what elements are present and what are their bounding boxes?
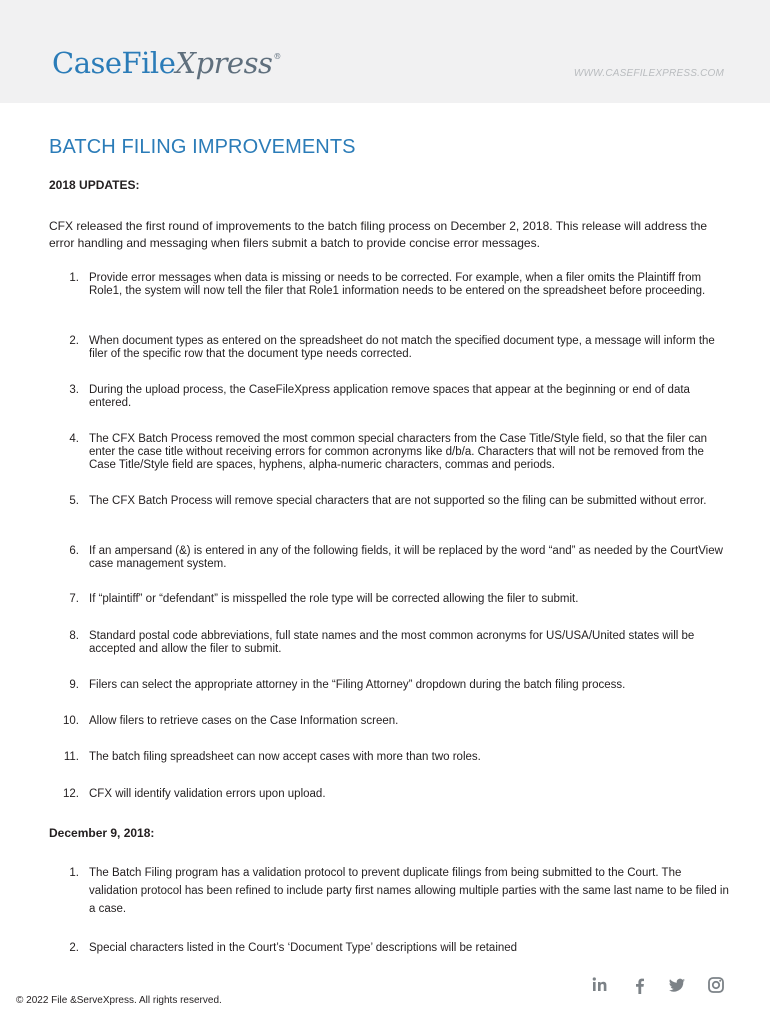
list-item [49, 495, 729, 508]
list-item-number: 9. [69, 679, 79, 691]
logo-registered-mark: ® [273, 52, 281, 61]
footer-copyright: © 2022 File &ServeXpress. All rights reserved. [16, 995, 222, 1006]
list-item-text: Special characters listed in the Court’s ‘Document Type’ descriptions will be retained [89, 942, 518, 954]
linkedin-icon[interactable] [590, 975, 610, 995]
list-item [49, 715, 729, 728]
list-item-text: CFX will identify validation errors upon upload. [89, 788, 326, 800]
list-item-text: Provide error messages when data is missing or needs to be corrected. For example, when a filer omits the Plaintiff from Role1, the system will now tell the filer that Role1 information needs to be entered on the spreadsheet before proceeding. [89, 272, 706, 297]
instagram-icon[interactable] [706, 975, 726, 995]
list-item [49, 384, 729, 410]
list-item-number: 7. [69, 593, 79, 605]
list-item-number: 10. [63, 715, 79, 727]
list-item-text: If “plaintiff” or “defendant” is misspelled the role type will be corrected allowing the filer to submit. [89, 593, 579, 605]
logo-casefile: CaseFile [52, 46, 176, 80]
list-item [49, 272, 729, 298]
list-item-text: The CFX Batch Process removed the most common special characters from the Case Title/Style field, so that the filer can enter the case title without receiving errors for common acronyms like d/b/a. Characters that will not be removed from the Case Title/Style field are spaces, hyphens, alpha-numeric characters, commas and periods. [89, 433, 708, 471]
list-item-number: 12. [63, 788, 79, 800]
list-item-number: 8. [69, 630, 79, 642]
list-item-number: 3. [69, 384, 79, 396]
list-item-number: 2. [69, 942, 79, 954]
list-item-text: Filers can select the appropriate attorney in the “Filing Attorney” dropdown during the batch filing process. [89, 679, 626, 691]
list-item [49, 335, 729, 361]
intro-paragraph: CFX released the first round of improvements to the batch filing process on December 2, 2018. This release will address the error handling and messaging when filers submit a batch to provide concise error messages. [49, 219, 708, 250]
list-item [49, 939, 729, 957]
list-item-text: If an ampersand (&) is entered in any of the following fields, it will be replaced by the word “and” as needed by the CourtView case management system. [89, 545, 723, 570]
list-item-text: The batch filing spreadsheet can now accept cases with more than two roles. [89, 751, 481, 763]
list-item [49, 751, 729, 764]
facebook-icon[interactable] [630, 975, 650, 995]
list-item [49, 864, 729, 918]
logo-xpress: Xpress [175, 46, 273, 80]
list-item-number: 1. [69, 867, 79, 879]
casefilexpress-logo[interactable] [52, 46, 281, 80]
list-item-number: 11. [63, 751, 79, 763]
list-item-text: The CFX Batch Process will remove special characters that are not supported so the filing can be submitted without error. [89, 495, 707, 507]
twitter-icon[interactable] [667, 975, 687, 995]
list-item [49, 433, 729, 472]
list-item-text: Allow filers to retrieve cases on the Case Information screen. [89, 715, 399, 727]
page-title: BATCH FILING IMPROVEMENTS [49, 136, 356, 158]
list-item-number: 5. [69, 495, 79, 507]
list-item-number: 6. [69, 545, 79, 557]
list-item [49, 545, 729, 571]
list-item-number: 4. [69, 433, 79, 445]
list-item-text: During the upload process, the CaseFileXpress application remove spaces that appear at the beginning or end of data entered. [89, 384, 690, 409]
site-url[interactable]: WWW.CASEFILEXPRESS.COM [573, 68, 724, 79]
section-heading-2018-updates: 2018 UPDATES: [49, 178, 140, 192]
list-item [49, 788, 729, 801]
list-item-text: When document types as entered on the spreadsheet do not match the specified document type, a message will inform the filer of the specific row that the document type needs corrected. [89, 335, 715, 360]
list-item [49, 630, 729, 656]
list-item [49, 679, 729, 692]
list-item-number: 1. [69, 272, 79, 284]
section-heading-december-9: December 9, 2018: [49, 826, 155, 840]
list-item-text: The Batch Filing program has a validation protocol to prevent duplicate filings from being submitted to the Court. The validation protocol has been refined to include party first names allowing multiple parties with the same last name to be filed in a case. [89, 867, 729, 915]
list-item-number: 2. [69, 335, 79, 347]
list-item-text: Standard postal code abbreviations, full state names and the most common acronyms for US/USA/United states will be accepted and allow the filer to submit. [89, 630, 695, 655]
list-item [49, 593, 729, 606]
